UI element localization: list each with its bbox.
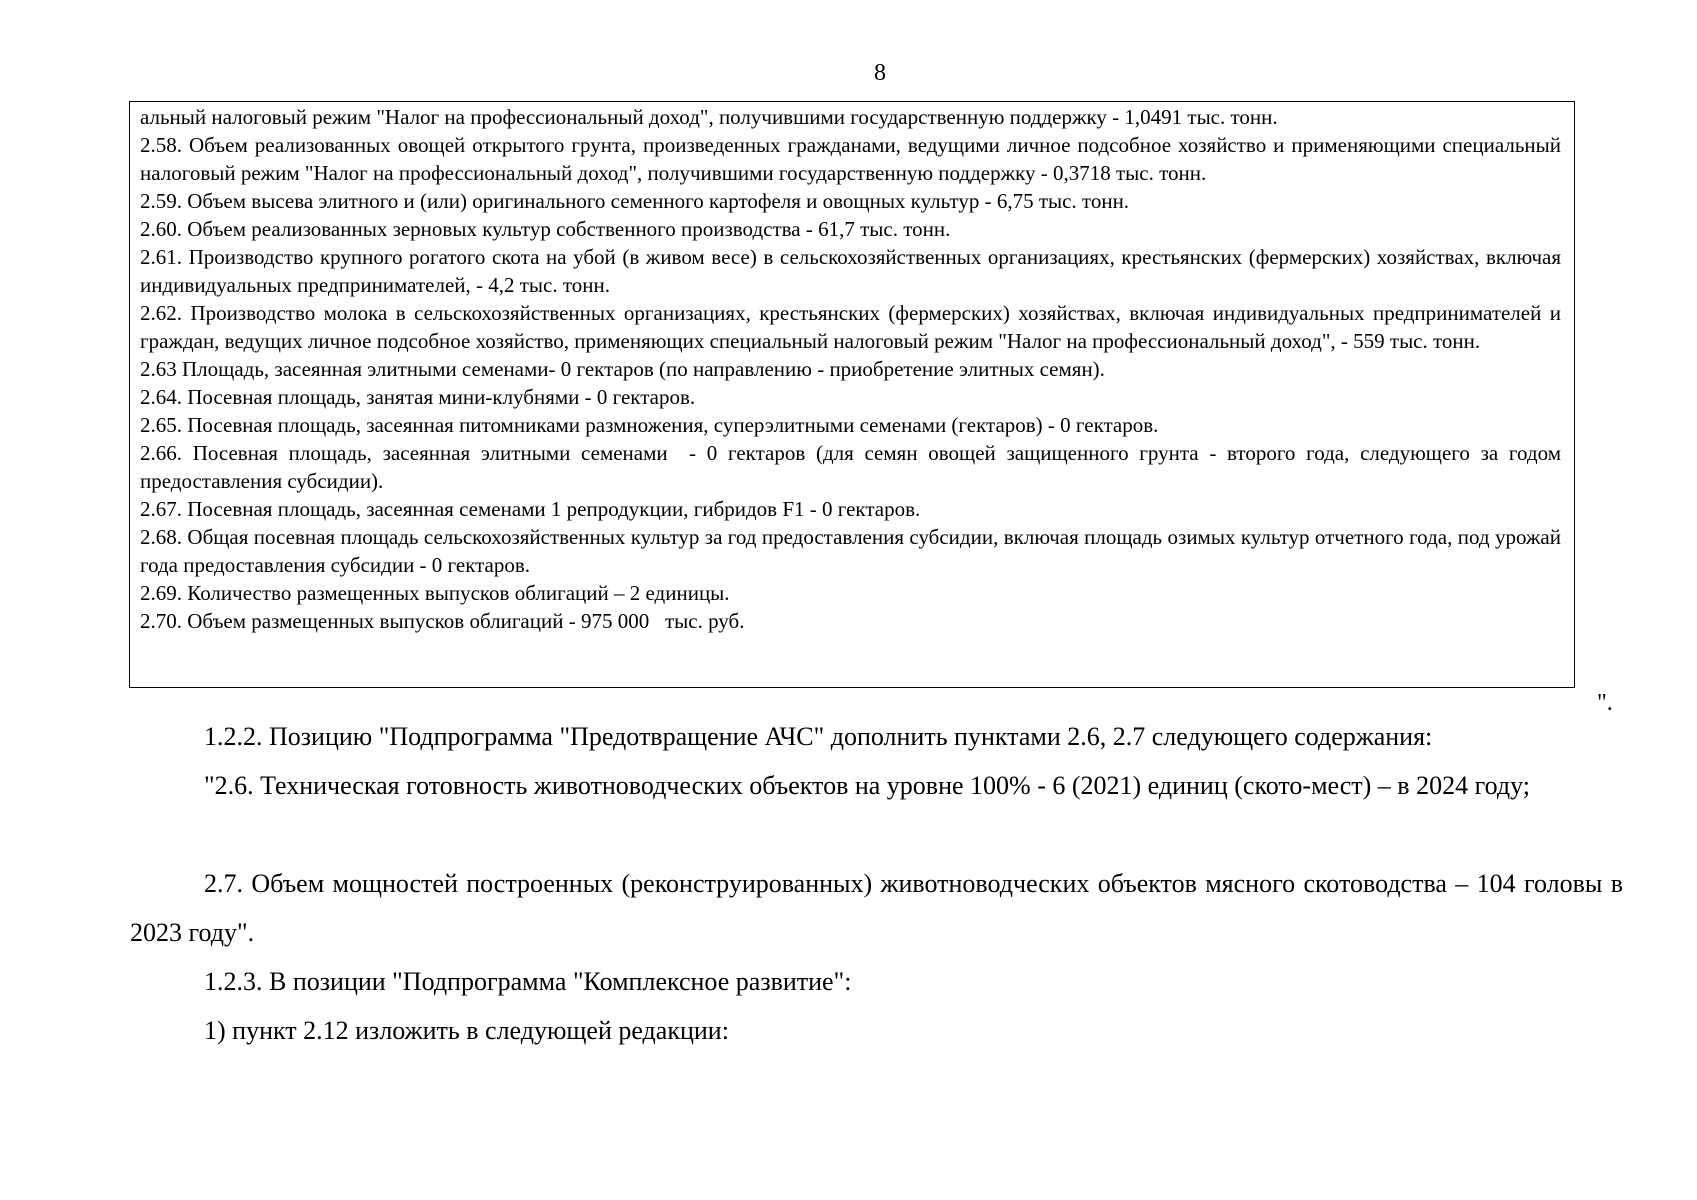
body-paragraph-5: [130, 1006, 1623, 1055]
box-paragraph: 2.59. Объем высева элитного и (или) оригинального семенного картофеля и овощных культур - 6,75 тыс. тонн.: [140, 189, 1130, 213]
closing-quote: ".: [1597, 690, 1613, 716]
body-paragraph: 1.2.3. В позиции "Подпрограмма "Комплексное развитие":: [204, 967, 852, 996]
framed-text-block: [129, 101, 1575, 688]
box-paragraph: 2.66. Посевная площадь, засеянная элитными семенами - 0 гектаров (для семян овощей защищенного грунта - второго года, следующего за годом предоставления субсидии).: [140, 441, 1567, 493]
box-paragraph: 2.67. Посевная площадь, засеянная семенами 1 репродукции, гибридов F1 - 0 гектаров.: [140, 497, 921, 521]
body-paragraph-2: [130, 761, 1623, 810]
box-paragraph: 2.61. Производство крупного рогатого скота на убой (в живом весе) в сельскохозяйственных организациях, крестьянских (фермерских) хозяйствах, включая индивидуальных предпринимателей, - 4,2 тыс. тонн.: [140, 245, 1567, 297]
body-paragraph-1: [130, 712, 1623, 761]
box-paragraph: 2.70. Объем размещенных выпусков облигаций - 975 000 тыс. руб.: [140, 609, 745, 633]
page-number: 8: [874, 60, 886, 86]
box-paragraph: 2.62. Производство молока в сельскохозяйственных организациях, крестьянских (фермерских) хозяйствах, включая индивидуальных предпринимателей и граждан, ведущих личное подсобное хозяйство, применяющих специальный налоговый режим "Налог на профессиональный доход", - 559 тыс. тонн.: [140, 301, 1567, 353]
body-paragraph: 2.7. Объем мощностей построенных (реконструированных) животноводческих объектов мясного скотоводства – 104 головы в 2023 году".: [130, 869, 1623, 947]
box-paragraph: альный налоговый режим "Налог на профессиональный доход", получившими государственную поддержку - 1,0491 тыс. тонн.: [140, 105, 1278, 129]
box-paragraph: 2.64. Посевная площадь, занятая мини-клубнями - 0 гектаров.: [140, 385, 696, 409]
box-paragraph: 2.69. Количество размещенных выпусков облигаций – 2 единицы.: [140, 581, 730, 605]
body-paragraph: 1.2.2. Позицию "Подпрограмма "Предотвращение АЧС" дополнить пунктами 2.6, 2.7 следующего содержания:: [204, 722, 1433, 751]
body-paragraph-3: [130, 859, 1623, 957]
body-paragraph-4: [130, 957, 1623, 1006]
box-paragraph: 2.58. Объем реализованных овощей открытого грунта, произведенных гражданами, ведущими личное подсобное хозяйство и применяющими специальный налоговый режим "Налог на профессиональный доход", получившими государственную поддержку - 0,3718 тыс. тонн.: [140, 133, 1567, 185]
body-paragraph: "2.6. Техническая готовность животноводческих объектов на уровне 100% - 6 (2021) единиц (ското-мест) – в 2024 году;: [204, 771, 1530, 800]
box-paragraph: 2.60. Объем реализованных зерновых культур собственного производства - 61,7 тыс. тонн.: [140, 217, 951, 241]
box-paragraph: 2.63 Площадь, засеянная элитными семенами- 0 гектаров (по направлению - приобретение элитных семян).: [140, 357, 1105, 381]
box-paragraph: 2.68. Общая посевная площадь сельскохозяйственных культур за год предоставления субсидии, включая площадь озимых культур отчетного года, под урожай года предоставления субсидии - 0 гектаров.: [140, 525, 1567, 577]
box-paragraph: 2.65. Посевная площадь, засеянная питомниками размножения, суперэлитными семенами (гектаров) - 0 гектаров.: [140, 413, 1159, 437]
body-paragraph: 1) пункт 2.12 изложить в следующей редакции:: [204, 1016, 729, 1045]
